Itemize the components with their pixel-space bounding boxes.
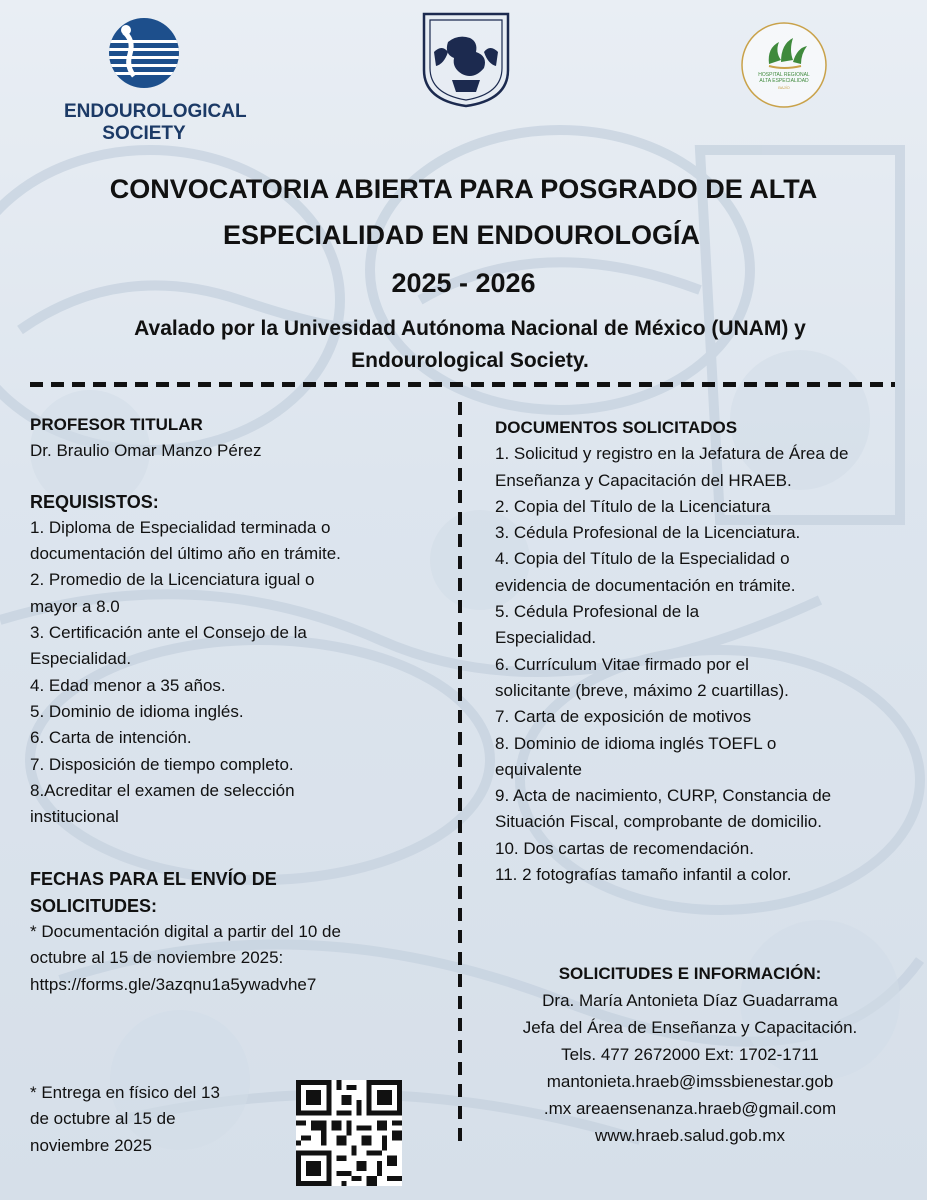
right-column	[495, 415, 915, 888]
physical-delivery-line: de octubre al 15 de	[30, 1109, 176, 1129]
endourological-logo-text-line2: SOCIETY	[102, 123, 186, 144]
unam-seal-icon	[418, 8, 514, 108]
endorsement-line2: Endourological Society.	[351, 349, 589, 372]
document-line: Situación Fiscal, comprobante de domicilio.	[495, 812, 822, 832]
document-line: solicitante (breve, máximo 2 cuartillas).	[495, 680, 789, 700]
professor-heading: PROFESOR TITULAR	[30, 415, 203, 434]
contact-email-line1[interactable]: mantonieta.hraeb@imssbienestar.gob	[546, 1072, 834, 1091]
contact-info	[480, 960, 900, 1149]
hraeb-logo	[739, 20, 829, 110]
physical-delivery-line: noviembre 2025	[30, 1135, 152, 1155]
digital-submission-line: octubre al 15 de noviembre 2025:	[30, 948, 284, 968]
requirement-line: 6. Carta de intención.	[30, 728, 192, 748]
digital-submission-line: * Documentación digital a partir del 10 de	[30, 922, 341, 942]
endorsement-line1: Avalado por la Univesidad Autónoma Nacional de México (UNAM) y	[134, 317, 806, 340]
document-line: 5. Cédula Profesional de la	[495, 602, 700, 622]
document-line: 9. Acta de nacimiento, CURP, Constancia de	[495, 786, 832, 806]
document-line: 8. Dominio de idioma inglés TOEFL o	[495, 733, 777, 753]
page-title-line2: ESPECIALIDAD EN ENDOUROLOGÍA	[222, 220, 701, 250]
page-title-years: 2025 - 2026	[391, 268, 536, 298]
document-line: 7. Carta de exposición de motivos	[495, 707, 752, 727]
requirement-line: 4. Edad menor a 35 años.	[30, 675, 226, 695]
endourological-society-emblem-icon	[64, 10, 224, 96]
requirements-heading: REQUISISTOS:	[30, 491, 159, 512]
hraeb-emblem-icon	[739, 20, 829, 110]
document-line: 2. Copia del Título de la Licenciatura	[495, 496, 771, 516]
requirement-line: 8.Acreditar el examen de selección	[30, 780, 295, 800]
requirement-line: 7. Disposición de tiempo completo.	[30, 754, 294, 774]
info-heading: SOLICITUDES E INFORMACIÓN:	[558, 964, 822, 983]
document-line: 11. 2 fotografías tamaño infantil a color.	[495, 865, 792, 885]
endourological-society-logo	[64, 10, 247, 144]
professor-name: Dr. Braulio Omar Manzo Pérez	[30, 441, 262, 461]
document-line: 10. Dos cartas de recomendación.	[495, 838, 754, 858]
contact-phone: Tels. 477 2672000 Ext: 1702-1711	[561, 1045, 819, 1064]
page-title-line1: CONVOCATORIA ABIERTA PARA POSGRADO DE ALTA	[109, 174, 818, 204]
contact-name: Dra. María Antonieta Díaz Guadarrama	[542, 991, 838, 1010]
requirement-line: institucional	[30, 807, 119, 827]
forms-link[interactable]: https://forms.gle/3azqnu1a5ywadvhe7	[30, 974, 317, 994]
physical-delivery-line: * Entrega en físico del 13	[30, 1083, 220, 1102]
document-line: 6. Currículum Vitae firmado por el	[495, 654, 749, 674]
contact-email-line2[interactable]: .mx areaensenanza.hraeb@gmail.com	[543, 1099, 837, 1118]
document-line: 3. Cédula Profesional de la Licenciatura.	[495, 523, 801, 543]
hraeb-logo-text-line2: ALTA ESPECIALIDAD	[759, 78, 809, 84]
contact-website[interactable]: www.hraeb.salud.gob.mx	[595, 1126, 785, 1145]
document-line: Enseñanza y Capacitación del HRAEB.	[495, 470, 792, 490]
unam-seal-logo	[418, 8, 514, 108]
documents-heading: DOCUMENTOS SOLICITADOS	[495, 418, 738, 437]
document-line: 1. Solicitud y registro en la Jefatura de Área de	[495, 444, 849, 464]
dates-heading-line2: SOLICITUDES:	[30, 895, 158, 916]
requirement-line: documentación del último año en trámite.	[30, 544, 341, 564]
horizontal-divider	[30, 382, 895, 387]
requirement-line: 1. Diploma de Especialidad terminada o	[30, 517, 331, 537]
document-line: equivalente	[495, 759, 582, 779]
document-line: 4. Copia del Título de la Especialidad o	[495, 549, 790, 569]
physical-delivery	[30, 1080, 290, 1159]
requirement-line: 5. Dominio de idioma inglés.	[30, 701, 244, 721]
requirements-list	[30, 515, 450, 831]
endourological-logo-text-line1: ENDOUROLOGICAL	[64, 101, 247, 122]
dates-heading-line1: FECHAS PARA EL ENVÍO DE	[30, 869, 277, 890]
requirement-line: Especialidad.	[30, 649, 132, 669]
left-column	[30, 412, 450, 998]
vertical-divider	[458, 402, 462, 1147]
qr-code[interactable]	[296, 1080, 402, 1186]
document-line: evidencia de documentación en trámite.	[495, 575, 796, 595]
contact-role: Jefa del Área de Enseñanza y Capacitación.	[522, 1018, 858, 1037]
hraeb-logo-text-line3: BAJÍO	[778, 85, 790, 90]
hraeb-logo-text-line1: HOSPITAL REGIONAL	[758, 72, 810, 78]
requirement-line: mayor a 8.0	[30, 596, 120, 616]
requirement-line: 3. Certificación ante el Consejo de la	[30, 623, 307, 643]
document-line: Especialidad.	[495, 628, 597, 648]
requirement-line: 2. Promedio de la Licenciatura igual o	[30, 570, 315, 590]
